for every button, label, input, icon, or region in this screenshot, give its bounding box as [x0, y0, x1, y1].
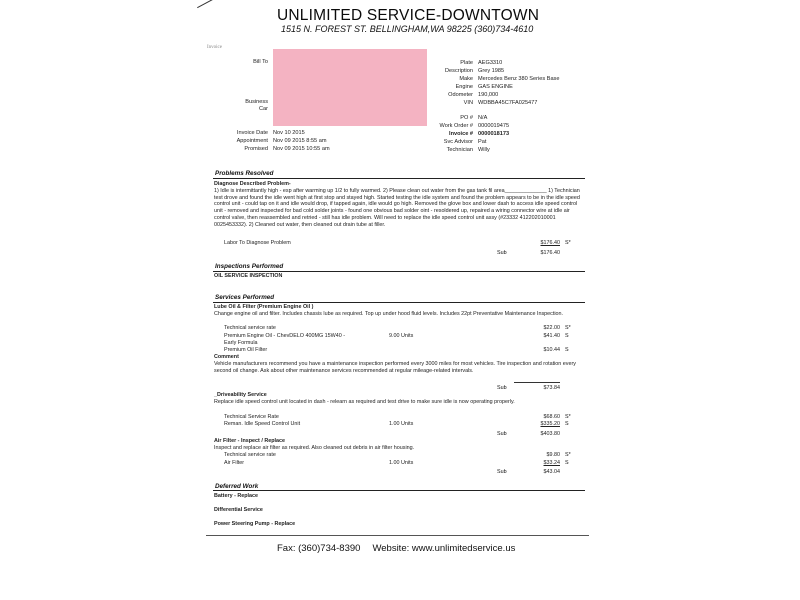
drive-item-flag: S [565, 421, 569, 427]
scan-pen-mark [197, 0, 217, 8]
footer-fax: Fax: (360)734-8390 [277, 543, 361, 554]
comment-text: Vehicle manufacturers recommend you have a maintenance inspection performed every 3000 miles for most vehicles. Tire inspection and rotation every second oil change. Ask about other maintenance services recommended at regular mileage-related intervals. [214, 361, 576, 374]
air-item-amount: $9.80 [546, 452, 560, 458]
po-label: PO # [460, 115, 473, 121]
problems-heading: Problems Resolved [215, 170, 274, 177]
description-label: Description [445, 68, 473, 74]
car-label: Car [258, 106, 268, 112]
drive-item-flag: S* [565, 414, 571, 420]
lube-item-flag: S* [565, 325, 571, 331]
invoice-date-label: Invoice Date [236, 130, 268, 136]
footer-website: Website: www.unlimitedservice.us [372, 543, 516, 554]
problems-rule [213, 178, 585, 179]
odometer-value: 190,000 [478, 92, 499, 98]
lube-sub-rule [514, 382, 560, 383]
appointment-value: Nov 09 2015 8:55 am [273, 138, 327, 144]
services-rule [213, 302, 585, 303]
deferred-item: Power Steering Pump - Replace [214, 521, 296, 527]
diagnose-title: Diagnose Described Problem- [214, 181, 291, 187]
problems-sub-label: Sub [497, 250, 507, 256]
lube-item-flag: S [565, 347, 569, 353]
inspections-heading: Inspections Performed [215, 263, 284, 270]
problems-sub-amount: $176.40 [540, 250, 560, 256]
vin-value: WDBBA45C7FA025477 [478, 100, 538, 106]
drive-item-name: Technical Service Rate [224, 414, 279, 420]
air-sub-label: Sub [497, 469, 507, 475]
description-value: Grey 1985 [478, 68, 505, 74]
comment-label: Comment [214, 354, 239, 360]
inspections-rule [213, 271, 585, 272]
work-order-label: Work Order # [439, 123, 473, 129]
company-address: 1515 N. FOREST ST. BELLINGHAM,WA 98225 (360)734-4610 [281, 24, 534, 34]
air-item-name: Air Filter [224, 460, 245, 466]
svc-advisor-value: Pat [478, 139, 487, 145]
lube-text: Change engine oil and filter. Includes chassis lube as required. Top up under hood fluid levels. Includes 22pt Preventative Maintenance Inspection. [214, 311, 564, 317]
work-order-value: 0000019475 [478, 123, 510, 129]
po-value: N/A [478, 115, 488, 121]
driveability-title: _Driveability Service [214, 392, 267, 398]
invoice-number-value: 0000018173 [478, 131, 510, 137]
drive-sub-amount: $403.80 [540, 431, 560, 437]
services-heading: Services Performed [215, 294, 275, 301]
air-item-flag: S [565, 460, 569, 466]
drive-item-name: Reman. Idle Speed Control Unit [224, 421, 301, 427]
lube-item-name: Premium Engine Oil - ChevDELO 400MG 15W40 - [224, 333, 346, 339]
labor-label: Labor To Diagnose Problem [224, 240, 291, 246]
bill-to-label: Bill To [253, 59, 268, 65]
deferred-heading: Deferred Work [215, 483, 259, 490]
lube-item-qty: 9.00 Units [389, 333, 414, 339]
appointment-label: Appointment [236, 138, 268, 144]
technician-value: Willy [478, 147, 490, 153]
lube-item-name: Early Formula [224, 340, 258, 346]
air-filter-title: Air Filter - Inspect / Replace [214, 438, 285, 444]
labor-amount: $176.40 [540, 240, 560, 246]
vin-label: VIN [463, 100, 473, 106]
lube-title: Lube Oil & Filter (Premium Engine Oil ) [214, 304, 314, 310]
air-item-amount: $33.24 [543, 460, 560, 466]
technician-label: Technician [446, 147, 473, 153]
business-label: Business [245, 99, 268, 105]
make-value: Mercedes Benz 380 Series Base [478, 76, 560, 82]
svc-advisor-label: Svc Advisor [443, 139, 473, 145]
make-label: Make [459, 76, 473, 82]
lube-item-name: Premium Oil Filter [224, 347, 268, 353]
invoice-date-value: Nov 10 2015 [273, 130, 305, 136]
plate-label: Plate [460, 60, 473, 66]
deferred-rule [213, 490, 585, 491]
invoice-number-label: Invoice # [449, 131, 473, 137]
lube-item-name: Technical service rate [224, 325, 276, 331]
air-item-qty: 1.00 Units [389, 460, 414, 466]
promised-value: Nov 09 2015 10:55 am [273, 146, 330, 152]
lube-item-amount: $22.00 [543, 325, 560, 331]
lube-sub-amount: $73.84 [543, 385, 560, 391]
deferred-item: Differential Service [214, 507, 263, 513]
lube-sub-label: Sub [497, 385, 507, 391]
air-item-name: Technical service rate [224, 452, 276, 458]
promised-label: Promised [244, 146, 268, 152]
drive-item-amount: $68.60 [543, 414, 560, 420]
plate-value: AEG3310 [478, 60, 503, 66]
inspection-item: OIL SERVICE INSPECTION [214, 273, 283, 279]
lube-item-amount: $10.44 [543, 347, 560, 353]
air-item-flag: S* [565, 452, 571, 458]
engine-label: Engine [455, 84, 473, 90]
driveability-text: Replace idle speed control unit located in dash - relearn as required and test drive to make sure idle is now operating properly. [214, 399, 515, 405]
lube-item-flag: S [565, 333, 569, 339]
odometer-label: Odometer [448, 92, 473, 98]
scan-invoice-label: Invoice [207, 45, 222, 50]
drive-item-qty: 1.00 Units [389, 421, 414, 427]
drive-sub-label: Sub [497, 431, 507, 437]
footer [277, 543, 515, 554]
air-sub-amount: $43.04 [543, 469, 560, 475]
redacted-customer-block [273, 49, 427, 126]
diagnose-text: 1) Idle is intermittantly high - esp after warming up 1/2 to fully warmed. 2) Please clean out water from the gas tank fil area______________ 1) Technician test drove and found the idle went high at first stop and stayed high. Started testing the idle system and found the problem appears to be in the idle speed control unit - could tap on it and idle would drop, if tapped again, idle would go high. Removed the glove box and lower dash to access idle speed control unit - removed and inspected for bad cold solder joints - found one obvious bad solder oint - resoldered up, repaired a wiring connector wire at idle air control valve, then reassembled and retried - still has idle problem. Will need to replace the idle speed control unit assy (#23332 412202010001 0025453332). 2) Cleaned out water, then cleaned out drain tube at filler. [214, 188, 580, 228]
labor-flag: S* [565, 240, 571, 246]
air-filter-text: Inspect and replace air filter as required. Also cleaned out debris in air filter housing. [214, 445, 415, 451]
drive-item-amount: $335.20 [540, 421, 560, 427]
engine-value: GAS ENGINE [478, 84, 513, 90]
deferred-item: Battery - Replace [214, 493, 259, 499]
lube-item-amount: $41.40 [543, 333, 560, 339]
company-name: UNLIMITED SERVICE-DOWNTOWN [277, 7, 540, 24]
footer-rule [206, 535, 589, 536]
